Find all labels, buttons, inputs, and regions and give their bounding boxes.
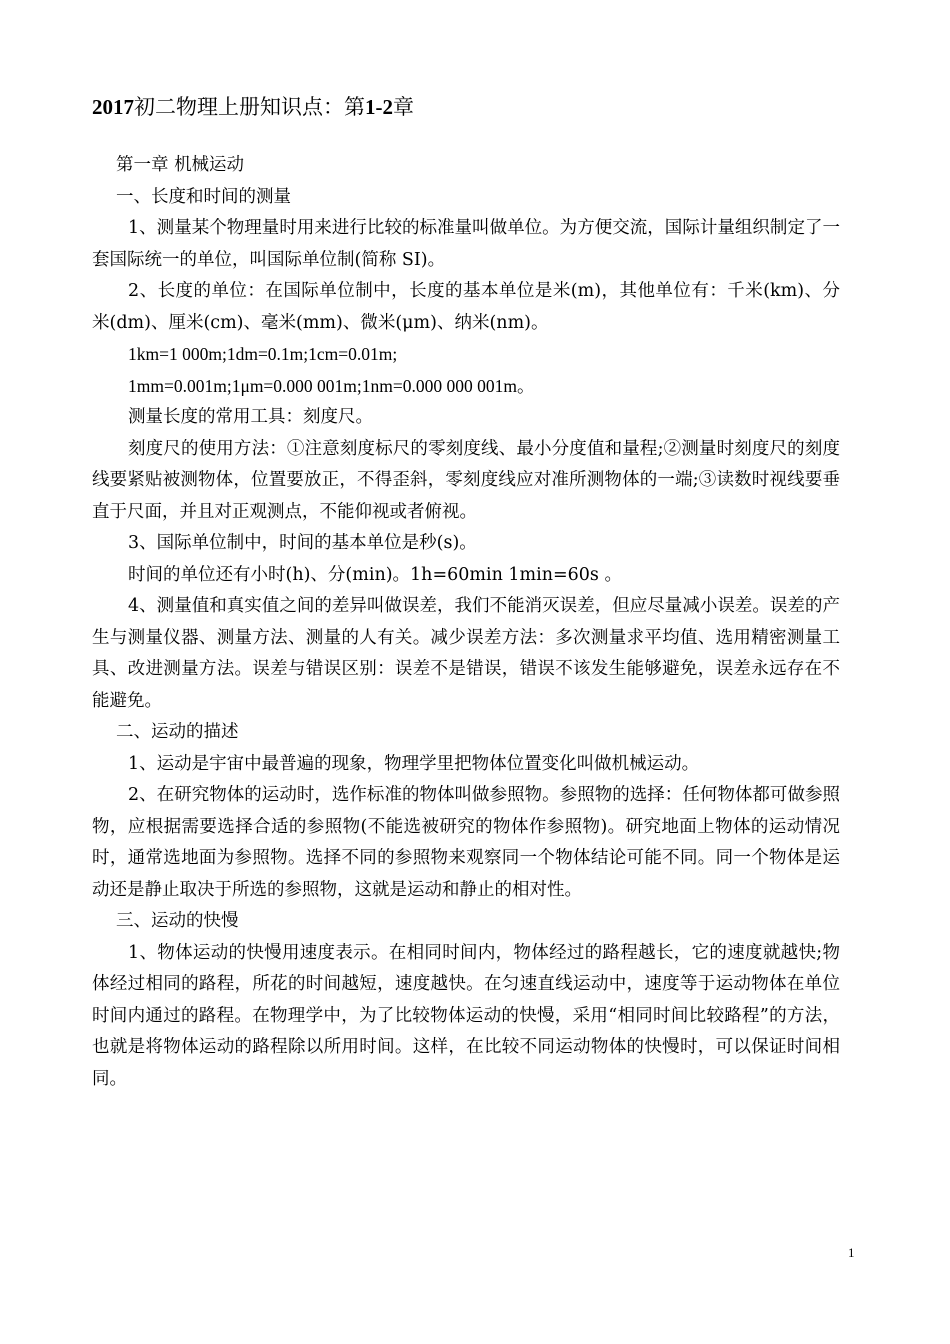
paragraph: 1mm=0.001m;1μm=0.000 001m;1nm=0.000 000 001m。: [128, 375, 535, 396]
section-heading: 二、运动的描述: [116, 722, 239, 742]
page-number: 1: [848, 1245, 855, 1260]
title-year: 2017: [92, 95, 134, 119]
paragraph: 时间的单位还有小时(h)、分(min)。1h=60min 1min=60s 。: [128, 564, 622, 585]
section-heading: 三、运动的快慢: [116, 911, 239, 931]
paragraph: 4、测量值和真实值之间的差异叫做误差，我们不能消灭误差，但应尽量减小误差。误差的产生与测量仪器、测量方法、测量的人有关。减少误差方法：多次测量求平均值、选用精密测量工具、改进测量方法。误差与错误区别：误差不是错误，错误不该发生能够避免，误差永远存在不能避免。: [92, 596, 840, 711]
paragraph: 1、物体运动的快慢用速度表示。在相同时间内，物体经过的路程越长，它的速度就越快;物体经过相同的路程，所花的时间越短，速度越快。在匀速直线运动中，速度等于运动物体在单位时间内通过的路程。在物理学中，为了比较物体运动的快慢，采用“相同时间比较路程”的方法，也就是将物体运动的路程除以所用时间。这样，在比较不同运动物体的快慢时，可以保证时间相同。: [92, 942, 840, 1089]
paragraph: 1km=1 000m;1dm=0.1m;1cm=0.01m;: [128, 344, 398, 364]
paragraph: 测量长度的常用工具：刻度尺。: [128, 407, 373, 427]
paragraph: 刻度尺的使用方法：①注意刻度标尺的零刻度线、最小分度值和量程;②测量时刻度尺的刻度线要紧贴被测物体，位置要放正，不得歪斜，零刻度线应对准所测物体的一端;③读数时视线要垂直于尺面，并且对正观测点，不能仰视或者俯视。: [92, 438, 840, 522]
title-suffix: 章: [393, 95, 414, 119]
chapter-heading: 第一章 机械运动: [116, 155, 245, 175]
section-heading: 一、长度和时间的测量: [116, 186, 291, 207]
paragraph: 3、国际单位制中，时间的基本单位是秒(s)。: [128, 533, 477, 553]
paragraph: 1、测量某个物理量时用来进行比较的标准量叫做单位。为方便交流，国际计量组织制定了一套国际统一的单位，叫国际单位制(简称 SI)。: [92, 218, 840, 270]
paragraph: 1、运动是宇宙中最普遍的现象，物理学里把物体位置变化叫做机械运动。: [128, 753, 700, 774]
paragraph: 2、长度的单位：在国际单位制中，长度的基本单位是米(m)，其他单位有：千米(km)、分米(dm)、厘米(cm)、毫米(mm)、微米(μm)、纳米(nm)。: [92, 281, 840, 333]
paragraph: 2、在研究物体的运动时，选作标准的物体叫做参照物。参照物的选择：任何物体都可做参照物，应根据需要选择合适的参照物(不能选被研究的物体作参照物)。研究地面上物体的运动情况时，通常选地面为参照物。选择不同的参照物来观察同一个物体结论可能不同。同一个物体是运动还是静止取决于所选的参照物，这就是运动和静止的相对性。: [92, 785, 840, 900]
title-chapters: 1-2: [365, 95, 393, 119]
title-text: 初二物理上册知识点：第: [134, 95, 365, 119]
document-body: [92, 150, 840, 1095]
document-title: [92, 92, 414, 122]
